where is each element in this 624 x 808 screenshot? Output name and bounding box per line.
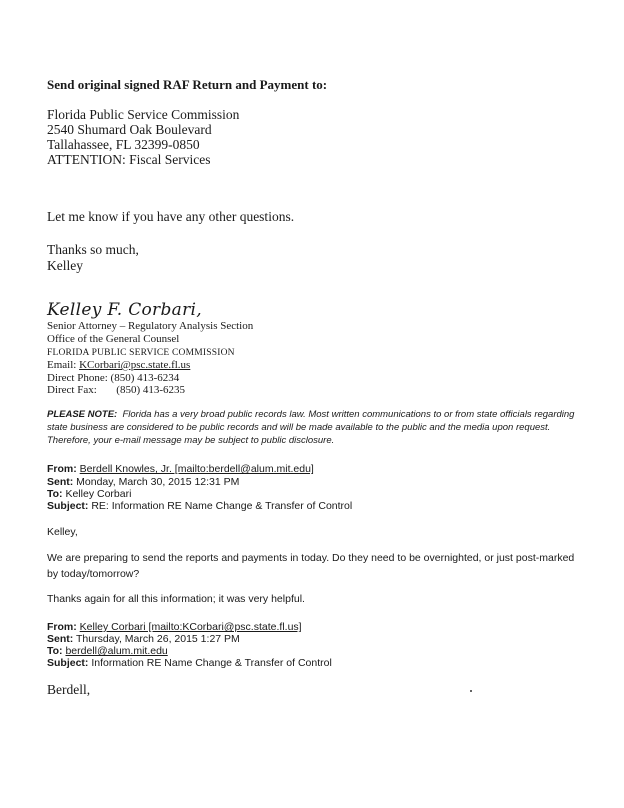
email2-subject: [47, 657, 332, 669]
signature-org: FLORIDA PUBLIC SERVICE COMMISSION: [47, 348, 235, 358]
email1-from: [47, 463, 314, 475]
address-line-4: ATTENTION: Fiscal Services: [47, 152, 211, 167]
mailing-heading: Send original signed RAF Return and Payment to:: [47, 77, 328, 92]
email1-greeting: Kelley,: [47, 526, 78, 538]
email1-thanks: Thanks again for all this information; it was very helpful.: [47, 593, 305, 605]
public-records-notice: [47, 408, 587, 447]
email1-from-value[interactable]: Berdell Knowles, Jr. [mailto:berdell@alum.mit.edu]: [79, 463, 314, 475]
sent-label: Sent:: [47, 633, 74, 645]
email2-to-value[interactable]: berdell@alum.mit.edu: [65, 645, 168, 657]
email2-to: [47, 645, 168, 657]
email1-subject-value: RE: Information RE Name Change & Transfer of Control: [91, 500, 353, 512]
subject-label: Subject:: [47, 500, 89, 512]
email2-from: [47, 621, 302, 633]
address-line-2: 2540 Shumard Oak Boulevard: [47, 122, 212, 137]
fax-label: Direct Fax:: [47, 384, 97, 396]
email2-sent-value: Thursday, March 26, 2015 1:27 PM: [75, 633, 240, 645]
signature-email-link[interactable]: KCorbari@psc.state.fl.us: [79, 359, 191, 371]
address-line-1: Florida Public Service Commission: [47, 107, 240, 122]
to-label: To:: [47, 488, 63, 500]
questions-line: Let me know if you have any other questions.: [47, 209, 295, 224]
notice-text: Florida has a very broad public records law. Most written communications to or from state officials regarding state business are considered to be public records and will be made available to the public and the media upon request. Therefore, your e-mail message may be subject to public disclosure.: [47, 409, 575, 446]
email1-sent-value: Monday, March 30, 2015 12:31 PM: [76, 476, 240, 488]
subject-label: Subject:: [47, 657, 89, 669]
email1-to-value: Kelley Corbari: [65, 488, 132, 500]
signature-title: Senior Attorney – Regulatory Analysis Section: [47, 320, 254, 332]
fax-value: (850) 413-6235: [116, 384, 186, 396]
phone-label: Direct Phone:: [47, 372, 108, 384]
from-label: From:: [47, 621, 77, 633]
email1-body: We are preparing to send the reports and payments in today. Do they need to be overnighted, or just post-marked by today/tomorrow?: [47, 552, 575, 580]
signature-phone-row: [47, 372, 179, 384]
scan-speck: [470, 690, 472, 692]
address-line-3: Tallahassee, FL 32399-0850: [47, 137, 200, 152]
closing-name: Kelley: [47, 258, 83, 273]
notice-label: PLEASE NOTE:: [47, 409, 118, 420]
email2-greeting: Berdell,: [47, 682, 91, 697]
email1-sent: [47, 476, 239, 488]
from-label: From:: [47, 463, 77, 475]
to-label: To:: [47, 645, 63, 657]
email2-sent: [47, 633, 240, 645]
email-label: Email:: [47, 359, 77, 371]
signature-fax-row: [47, 384, 185, 396]
phone-value: (850) 413-6234: [110, 372, 180, 384]
signature-name: Kelley F. Corbari,: [47, 300, 202, 320]
sent-label: Sent:: [47, 476, 74, 488]
email1-subject: [47, 500, 352, 512]
thanks-line: Thanks so much,: [47, 242, 139, 257]
signature-email-row: [47, 359, 190, 371]
email1-to: [47, 488, 131, 500]
email2-subject-value: Information RE Name Change & Transfer of Control: [91, 657, 332, 669]
signature-office: Office of the General Counsel: [47, 333, 180, 345]
email2-from-value[interactable]: Kelley Corbari [mailto:KCorbari@psc.state.fl.us]: [79, 621, 302, 633]
